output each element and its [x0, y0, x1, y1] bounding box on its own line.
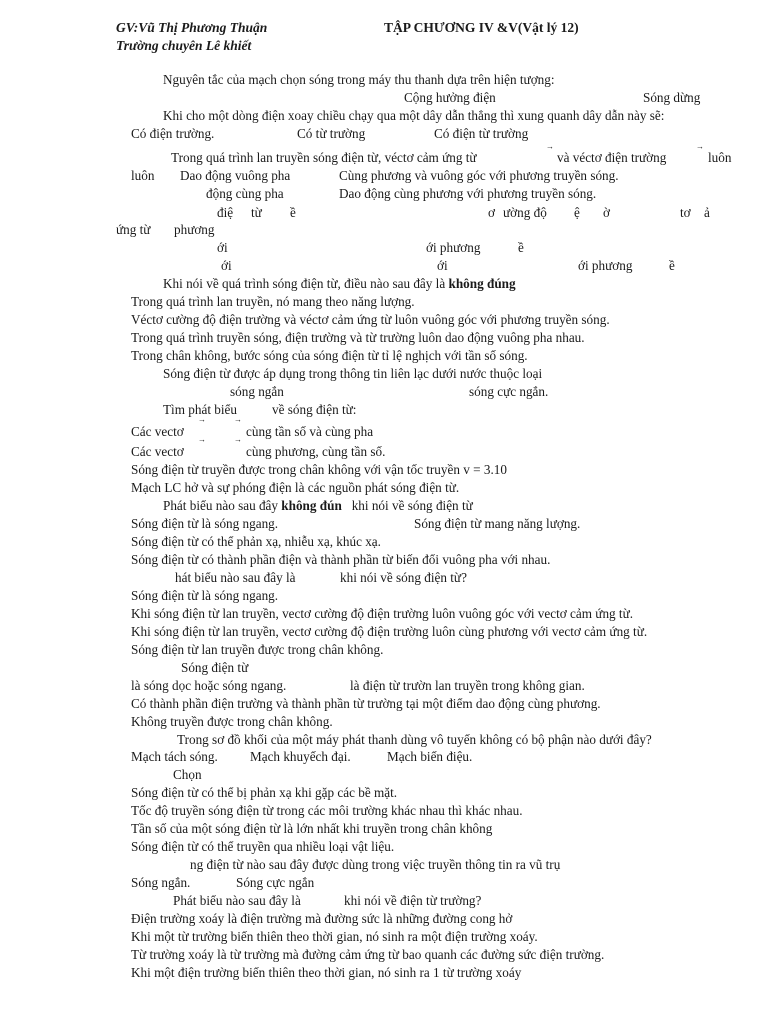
answer-option: Sóng điện từ mang năng lượng. — [414, 516, 581, 531]
text-fragment: ứng từ — [116, 222, 151, 237]
text-fragment: từ — [251, 205, 262, 220]
answer-option: là sóng dọc hoặc sóng ngang. — [131, 678, 287, 693]
answer-option: Mạch tách sóng. — [131, 749, 218, 764]
text-fragment: ệ — [574, 205, 580, 220]
question-text: Nguyên tắc của mạch chọn sóng trong máy thu thanh dựa trên hiện tượng: — [163, 72, 555, 87]
question-text: Phát biểu nào sau đây không đún khi nói về sóng điện từ — [163, 498, 473, 513]
text-fragment: điệ — [217, 205, 234, 220]
answer-option: Dao động vuông pha — [180, 168, 291, 183]
vector-arrow-icon: → — [546, 142, 554, 151]
text-fragment: ơ — [488, 205, 495, 220]
text-fragment: ờ — [603, 205, 610, 220]
answer-option: Khi sóng điện từ lan truyền, vectơ cường độ điện trường luôn cùng phương với vectơ cảm ứng từ. — [131, 624, 648, 639]
answer-option: Sóng ngắn. — [131, 875, 191, 890]
answer-option: Mạch khuyếch đại. — [250, 749, 351, 764]
text-fragment: ới phương — [426, 240, 481, 255]
answer-option: là điện từ trườn lan truyền trong không gian. — [350, 678, 585, 693]
answer-option: Sóng điện từ là sóng ngang. — [131, 516, 279, 531]
vector-arrow-icon: → — [234, 415, 242, 424]
question-text: Sóng điện từ được áp dụng trong thông tin liên lạc dưới nước thuộc loại — [163, 366, 543, 381]
answer-option: Các vectơ — [131, 444, 184, 459]
answer-option: Sóng điện từ truyền được trong chân không với vận tốc truyền v = 3.10 — [131, 462, 507, 477]
answer-option: Sóng điện từ là sóng ngang. — [131, 588, 279, 603]
vector-arrow-icon: → — [696, 142, 704, 151]
answer-option: cùng tần số và cùng pha — [246, 424, 374, 439]
answer-option: Sóng cực ngắn — [236, 875, 315, 890]
question-text: và véctơ điện trường — [557, 150, 667, 165]
answer-option: Mạch LC hở và sự phóng điện là các nguồn phát sóng điện từ. — [131, 480, 460, 495]
question-text: ng điện từ nào sau đây được dùng trong việc truyền thông tin ra vũ trụ — [190, 857, 561, 872]
answer-option: Khi sóng điện từ lan truyền, vectơ cường độ điện trường luôn vuông góc với vectơ cảm ứng từ. — [131, 606, 634, 621]
answer-option: Cùng phương và vuông góc với phương truyền sóng. — [339, 168, 619, 183]
answer-option: Có thành phần điện trường và thành phần từ trường tại một điểm dao động cùng phương. — [131, 696, 601, 711]
answer-option: Dao động cùng phương với phương truyền sóng. — [339, 186, 597, 201]
answer-option: sóng cực ngắn. — [469, 384, 549, 399]
author-line: GV:Vũ Thị Phương Thuận — [116, 20, 268, 35]
answer-option: Trong quá trình lan truyền, nó mang theo năng lượng. — [131, 294, 415, 309]
answer-option: Trong chân không, bước sóng của sóng điện từ tỉ lệ nghịch với tần số sóng. — [131, 348, 528, 363]
answer-option: Sóng điện từ có thể phản xạ, nhiễu xạ, khúc xạ. — [131, 534, 381, 549]
answer-option: Khi một điện trường biến thiên theo thời gian, nó sinh ra 1 từ trường xoáy — [131, 965, 522, 980]
school-line: Trường chuyên Lê khiết — [116, 38, 252, 53]
question-text: khi nói về điện từ trường? — [344, 893, 482, 908]
text-fragment: ề — [518, 240, 524, 255]
answer-option: Tốc độ truyền sóng điện từ trong các môi trường khác nhau thì khác nhau. — [131, 803, 523, 818]
text-fragment: phương — [174, 222, 215, 237]
question-text: hát biểu nào sau đây là — [175, 570, 296, 585]
text-fragment: ả — [704, 205, 710, 220]
question-text: Khi nói về quá trình sóng điện từ, điều nào sau đây là không đúng — [163, 276, 516, 291]
answer-option: Sóng điện từ có thể bị phản xạ khi gặp các bề mặt. — [131, 785, 398, 800]
answer-option: Sóng điện từ có thể truyền qua nhiều loại vật liệu. — [131, 839, 395, 854]
answer-option: Có điện từ trường — [434, 126, 529, 141]
vector-arrow-icon: → — [234, 435, 242, 444]
emphasis-text: không đún — [281, 498, 342, 513]
text-fragment: tơ — [680, 205, 691, 220]
answer-option: Mạch biến điệu. — [387, 749, 473, 764]
question-text: Phát biểu nào sau đây là — [173, 893, 301, 908]
answer-option: Các vectơ — [131, 424, 184, 439]
answer-option: Có điện trường. — [131, 126, 215, 141]
answer-option: động cùng pha — [206, 186, 284, 201]
text-fragment: ới — [217, 240, 228, 255]
answer-option: Có từ trường — [297, 126, 366, 141]
answer-option: Khi một từ trường biến thiên theo thời gian, nó sinh ra một điện trường xoáy. — [131, 929, 538, 944]
answer-option: Điện trường xoáy là điện trường mà đường sức là những đường cong hở — [131, 911, 513, 926]
answer-option: Sóng dừng — [643, 90, 701, 105]
answer-option: Sóng điện từ lan truyền được trong chân không. — [131, 642, 384, 657]
question-text: Khi cho một dòng điện xoay chiều chạy qua một dây dẫn thẳng thì xung quanh dây dẫn này sẽ: — [163, 108, 665, 123]
question-text: Tìm phát biểu — [163, 402, 237, 417]
text-fragment: ường độ — [503, 205, 547, 220]
question-text: Sóng điện từ — [181, 660, 249, 675]
text-fragment: ề — [290, 205, 296, 220]
question-text: Trong quá trình lan truyền sóng điện từ, véctơ cảm ứng từ — [171, 150, 477, 165]
answer-option: Không truyền được trong chân không. — [131, 714, 333, 729]
answer-option: Trong quá trình truyền sóng, điện trường và từ trường luôn dao động vuông pha nhau. — [131, 330, 585, 345]
question-text: Trong sơ đồ khối của một máy phát thanh dùng vô tuyến không có bộ phận nào dưới đây? — [177, 732, 652, 747]
text-fragment: ới — [221, 258, 232, 273]
question-text: Chọn — [173, 767, 202, 782]
text-fragment: ới phương — [578, 258, 633, 273]
emphasis-text: không đúng — [448, 276, 516, 291]
question-text: luôn — [708, 150, 732, 165]
question-text: luôn — [131, 168, 155, 183]
answer-option: Cộng hưởng điện — [404, 90, 496, 105]
answer-option: sóng ngắn — [230, 384, 284, 399]
answer-option: Sóng điện từ có thành phần điện và thành phần từ biến đổi vuông pha với nhau. — [131, 552, 551, 567]
page-title: TẬP CHƯƠNG IV &V(Vật lý 12) — [384, 20, 579, 35]
text-fragment: ề — [669, 258, 675, 273]
answer-option: Véctơ cường độ điện trường và véctơ cảm ứng từ luôn vuông góc với phương truyền sóng. — [131, 312, 610, 327]
answer-option: cùng phương, cùng tần số. — [246, 444, 386, 459]
answer-option: Tần số của một sóng điện từ là lớn nhất khi truyền trong chân không — [131, 821, 493, 836]
question-text: về sóng điện từ: — [272, 402, 357, 417]
question-text: khi nói về sóng điện từ? — [340, 570, 467, 585]
vector-arrow-icon: → — [198, 435, 206, 444]
text-fragment: ới — [437, 258, 448, 273]
vector-arrow-icon: → — [198, 415, 206, 424]
answer-option: Từ trường xoáy là từ trường mà đường cảm ứng từ bao quanh các đường sức điện trường. — [131, 947, 605, 962]
